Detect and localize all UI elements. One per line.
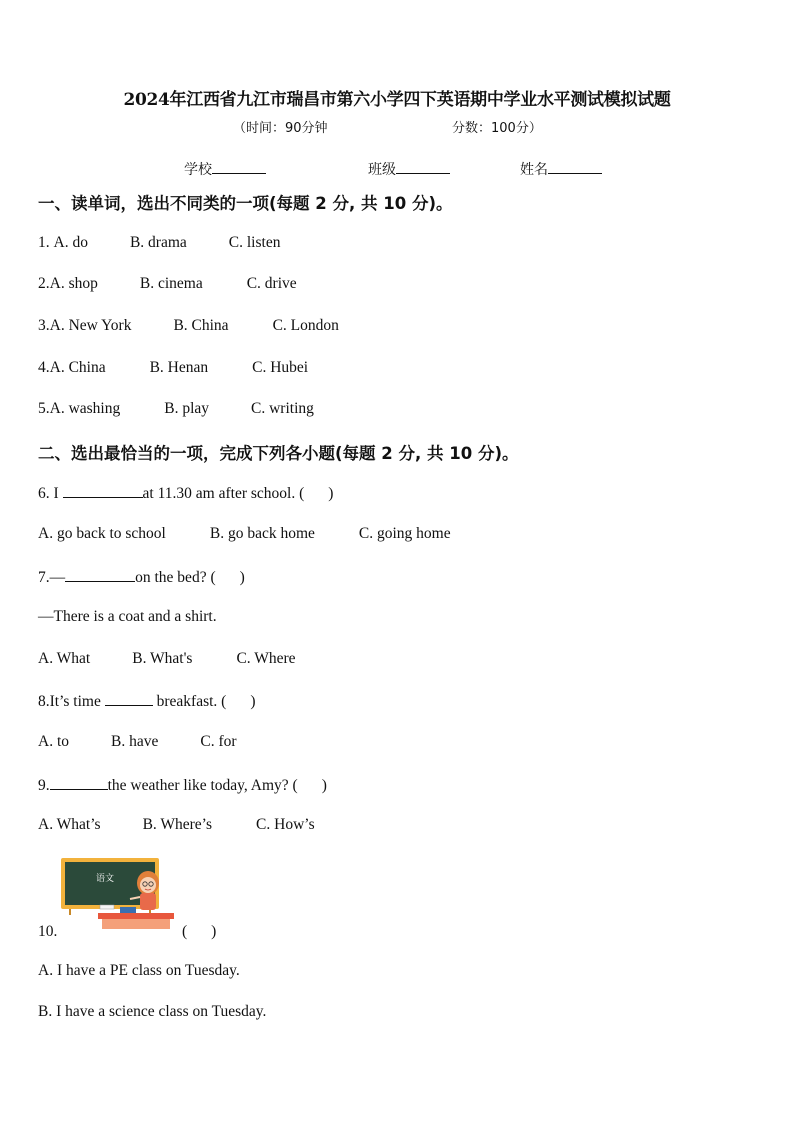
books: [120, 907, 136, 913]
blackboard-text: 语文: [95, 874, 115, 884]
chalk-box: [100, 905, 114, 909]
question-number: 4.: [38, 359, 50, 376]
option-b: B. drama: [129, 234, 187, 251]
option-a: A. What: [38, 650, 91, 667]
answer-blank[interactable]: [105, 691, 153, 706]
option-a: A. to: [38, 733, 69, 750]
exam-time: （时间：90分钟: [233, 121, 328, 136]
class-blank[interactable]: [396, 159, 450, 174]
option-c: C. How’s: [256, 816, 315, 833]
paren-close: ): [328, 485, 334, 502]
paren-close: ): [239, 569, 245, 586]
question-3: [38, 317, 339, 335]
option-a: A. go back to school: [38, 525, 166, 542]
school-field: [184, 159, 266, 179]
question-1: [38, 234, 280, 252]
option-a: A. China: [49, 359, 106, 376]
question-text: 9.: [38, 777, 50, 794]
question-7-options: [38, 650, 296, 668]
option-b: B. Henan: [149, 359, 209, 376]
question-text: on the bed? (: [135, 569, 216, 586]
option-b: B. cinema: [139, 275, 203, 292]
class-field: [368, 159, 450, 179]
paren-close: ): [321, 777, 327, 794]
section2-heading: 二、选出最恰当的一项，完成下列各小题(每题 2 分, 共 10 分)。: [38, 444, 519, 463]
class-label: 班级: [368, 162, 396, 178]
option-b: B. go back home: [209, 525, 315, 542]
question-number: 10.: [38, 923, 58, 940]
option-c: C. going home: [358, 525, 451, 542]
option-b: B. have: [111, 733, 159, 750]
desk-top: [98, 913, 174, 919]
option-b: B. China: [173, 317, 229, 334]
question-text: at 11.30 am after school. (: [142, 485, 305, 502]
option-a: A. do: [53, 234, 88, 251]
option-c: C. writing: [251, 400, 314, 417]
exam-title: 2024年江西省九江市瑞昌市第六小学四下英语期中学业水平测试模拟试题: [123, 90, 671, 110]
question-text: 7.—: [38, 569, 66, 586]
name-blank[interactable]: [548, 159, 602, 174]
question-8-options: [38, 733, 237, 751]
exam-score: 分数：100分）: [452, 121, 542, 136]
option-c: C. listen: [228, 234, 281, 251]
option-c: C. Where: [236, 650, 296, 667]
option-c: C. drive: [246, 275, 297, 292]
question-7-answer: —There is a coat and a shirt.: [38, 608, 217, 625]
desk-front: [102, 919, 170, 929]
paren-close: ): [211, 923, 217, 940]
question-number: 3.: [38, 317, 50, 334]
section1-heading: 一、读单词，选出不同类的一项(每题 2 分, 共 10 分)。: [38, 194, 453, 213]
question-text: breakfast. (: [152, 693, 227, 710]
question-10-paren: [182, 923, 216, 941]
question-number: 5.: [38, 400, 50, 417]
question-7: [38, 567, 245, 587]
question-9-options: [38, 816, 315, 834]
question-10-option-b: B. I have a science class on Tuesday.: [38, 1003, 267, 1020]
option-a: A. What’s: [38, 816, 101, 833]
paren-close: ): [250, 693, 256, 710]
question-text: the weather like today, Amy? (: [107, 777, 298, 794]
question-text: 8.It’s time: [38, 693, 105, 710]
question-8: [38, 691, 256, 711]
option-a: A. New York: [49, 317, 132, 334]
question-4: [38, 359, 308, 377]
answer-blank[interactable]: [50, 775, 108, 790]
question-number: 1.: [38, 234, 54, 251]
school-label: 学校: [184, 162, 212, 178]
answer-blank[interactable]: [63, 483, 143, 498]
question-6: [38, 483, 333, 503]
question-5: [38, 400, 314, 418]
option-c: C. for: [200, 733, 237, 750]
answer-blank[interactable]: [65, 567, 135, 582]
question-number: 2.: [38, 275, 50, 292]
question-2: [38, 275, 297, 293]
question-9: [38, 775, 327, 795]
teacher-chinese-class-picture: [60, 855, 175, 933]
question-6-options: [38, 525, 451, 543]
name-label: 姓名: [520, 162, 548, 178]
question-10-option-a: A. I have a PE class on Tuesday.: [38, 962, 240, 979]
option-b: B. play: [164, 400, 210, 417]
option-a: A. washing: [49, 400, 121, 417]
paren-open: (: [182, 923, 188, 940]
school-blank[interactable]: [212, 159, 266, 174]
question-text: 6. I: [38, 485, 63, 502]
option-b: B. Where’s: [142, 816, 213, 833]
option-a: A. shop: [49, 275, 98, 292]
option-c: C. London: [272, 317, 339, 334]
question-10: [38, 923, 57, 941]
option-c: C. Hubei: [252, 359, 309, 376]
option-b: B. What's: [132, 650, 193, 667]
name-field: [520, 159, 602, 179]
